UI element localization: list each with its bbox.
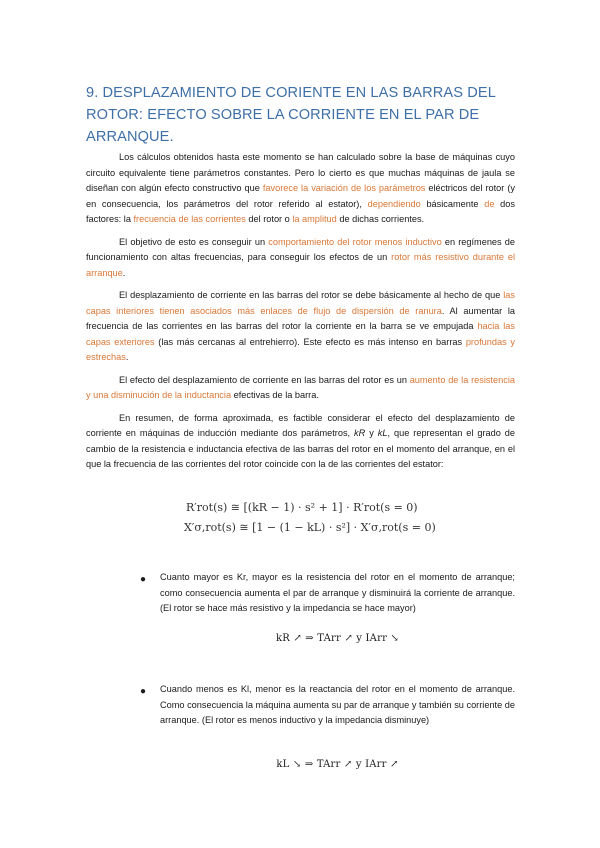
text-run: El efecto del desplazamiento de corriente en las barras del rotor es un xyxy=(119,374,410,385)
text-run: . Al aumentar la frecuencia de las corrientes en las barras del rotor la corriente en la barra se ve empujada xyxy=(86,305,515,331)
rotor-reactance-formula: X′σ,rot(s) ≅ [1 − (1 − kL) · s²] · X′σ,rot(s = 0) xyxy=(184,521,436,534)
kl-symbol: kL xyxy=(377,428,388,438)
kr-symbol: kR xyxy=(354,428,366,438)
formula-block xyxy=(150,498,450,538)
text-run: del rotor o xyxy=(245,214,293,224)
kl-relation: kL ↘ ⇒ TArr ↗ y IArr ↗ xyxy=(276,758,399,770)
paragraph-3 xyxy=(86,288,515,366)
highlight-run: la amplitud xyxy=(292,214,337,224)
paragraph-1 xyxy=(86,150,515,228)
bullet-icon: ● xyxy=(140,686,147,697)
text-run: . xyxy=(122,267,126,278)
highlight-run: las capas interiores tienen asociados más enlaces de flujo de dispersión de ranura xyxy=(86,290,515,316)
highlight-run: comportamiento del rotor menos inductivo xyxy=(268,236,442,247)
highlight-run: hacia las capas exteriores xyxy=(86,321,516,347)
bullet-icon: ● xyxy=(140,574,147,585)
highlight-run: profundas y estrechas xyxy=(86,336,515,362)
text-run: en regímenes de funcionamiento con altas frecuencias, para conseguir los efectos de un xyxy=(86,236,515,262)
text-run: de dichas corrientes. xyxy=(336,214,425,224)
kr-relation: kR ↗ ⇒ TArr ↗ y IArr ↘ xyxy=(275,632,400,644)
paragraph-5 xyxy=(86,411,515,473)
highlight-run: frecuencia de las corrientes xyxy=(133,214,246,224)
section-title: 9. DESPLAZAMIENTO DE CORIENTE EN LAS BARRAS DEL ROTOR: EFECTO SOBRE LA CORRIENTE EN EL PAR DE ARRANQUE. xyxy=(86,85,496,145)
text-run: . xyxy=(125,352,129,362)
paragraph-2 xyxy=(86,235,515,282)
text-run: (las más cercanas al entrehierro). Este efecto es más intenso en barras xyxy=(154,336,466,347)
highlight-run: dependiendo xyxy=(367,198,421,209)
bullet-text: Cuando menos es Kl, menor es la reactancia del rotor en el momento de arranque. Como consecuencia la máquina aumenta su par de arranque y también su corriente de arranque. (El rotor es menos inductivo y la impedancia disminuye) xyxy=(160,684,515,725)
highlight-run: aumento de la resistencia y una disminución de la inductancia xyxy=(86,374,515,400)
text-run: efectivas de la barra. xyxy=(231,390,319,400)
text-run: El objetivo de esto es conseguir un xyxy=(119,236,269,247)
list-item xyxy=(140,682,515,772)
rotor-resistance-formula: R′rot(s) ≅ [(kR − 1) · s² + 1] · R′rot(s = 0) xyxy=(186,501,418,514)
body-text xyxy=(86,150,515,480)
text-run: El desplazamiento de corriente en las barras del rotor se debe básicamente al hecho de que xyxy=(119,290,504,300)
bullet-text: Cuanto mayor es Kr, mayor es la resistencia del rotor en el momento de arranque; como consecuencia aumenta el par de arranque y disminuirá la corriente de arranque. (El rotor se hace más resistivo y la impedancia se hace mayor) xyxy=(160,572,515,613)
text-run: eléctricos del rotor (y en consecuencia, los parámetros del rotor referido al estator), xyxy=(86,183,515,209)
text-run: dos factores: la xyxy=(86,198,515,224)
list-item xyxy=(140,570,515,646)
text-run: y xyxy=(365,428,378,438)
text-run: Los cálculos obtenidos hasta este momento se han calculado sobre la base de máquinas cuyo circuito equivalente tiene parámetros constantes. Pero lo cierto es que muchas máquinas de jaula se diseñan con algún efecto constructivo que xyxy=(86,152,515,193)
highlight-run: rotor más resistivo durante el arranque xyxy=(86,252,516,278)
text-run: , que representan el grado de cambio de la resistencia e inductancia efectiva de las barras del rotor en el momento del arranque, en el que la frecuencia de las corrientes del rotor coincide con la de las corrientes del estator: xyxy=(86,428,516,469)
bullet-list xyxy=(140,570,515,772)
paragraph-4 xyxy=(86,373,515,404)
text-run: En resumen, de forma aproximada, es factible considerar el efecto del desplazamiento de corriente en máquinas de inducción mediante dos parámetros, xyxy=(86,412,515,438)
highlight-run: de xyxy=(484,198,495,209)
highlight-run: favorece la variación de los parámetros xyxy=(262,183,426,193)
text-run: básicamente xyxy=(420,198,485,209)
